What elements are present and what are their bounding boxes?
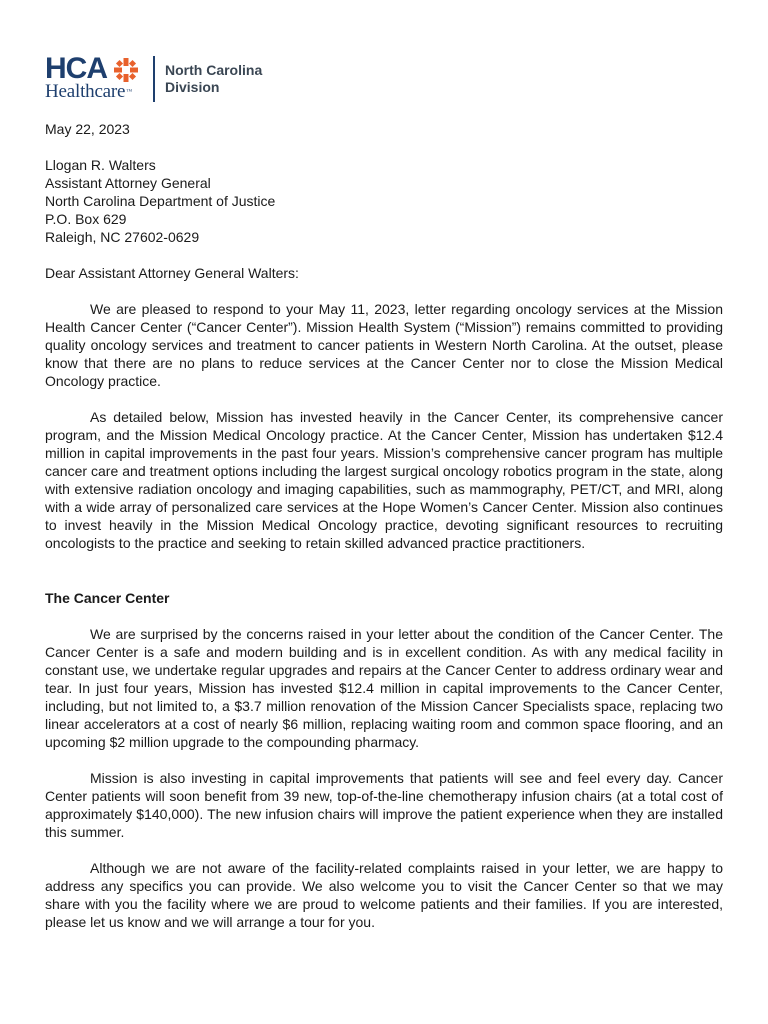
- recipient-po-box: P.O. Box 629: [45, 211, 127, 227]
- recipient-title: Assistant Attorney General: [45, 175, 211, 191]
- paragraph-3: We are surprised by the concerns raised in your letter about the condition of the Cancer Center. The Cancer Center is a safe and modern building and is in excellent condition. As with any medical facility in constant use, we undertake regular upgrades and repairs at the Cancer Center to address ordinary wear and tear. In just four years, Mission has invested $12.4 million in capital improvements to the Cancer Center, including, but not limited to, a $3.7 million renovation of the Mission Cancer Specialists space, replacing two linear accelerators at a cost of nearly $6 million, replacing waiting room and common space flooring, and an upcoming $2 million upgrade to the compounding pharmacy.: [45, 626, 723, 750]
- recipient-city-state-zip: Raleigh, NC 27602-0629: [45, 229, 200, 245]
- logo-healthcare-text: Healthcare™: [45, 81, 132, 102]
- letterhead: [45, 54, 345, 104]
- recipient-address: [45, 156, 275, 246]
- paragraph-4: Mission is also investing in capital improvements that patients will see and feel every day. Cancer Center patients will soon benefit from 39 new, top-of-the-line chemotherapy infusion chairs (at a total cost of approximately $140,000). The new infusion chairs will improve the patient experience when they are installed this summer.: [45, 770, 723, 840]
- paragraph-1: We are pleased to respond to your May 11, 2023, letter regarding oncology services at the Mission Health Cancer Center (“Cancer Center”). Mission Health System (“Mission”) remains committed to providing quality oncology services and treatment to cancer patients in Western North Carolina. At the outset, please know that there are no plans to reduce services at the Cancer Center nor to close the Mission Medical Oncology practice.: [45, 301, 723, 389]
- paragraph-2: As detailed below, Mission has invested heavily in the Cancer Center, its comprehensive cancer program, and the Mission Medical Oncology practice. At the Cancer Center, Mission has undertaken $12.4 million in capital improvements in the past four years. Mission’s comprehensive cancer program has multiple cancer care and treatment options including the largest surgical oncology robotics program in the state, along with extensive radiation oncology and imaging capabilities, such as mammography, PET/CT, and MRI, along with a wide array of personalized care services at the Hope Women’s Cancer Center. Mission also continues to invest heavily in the Mission Medical Oncology practice, devoting significant resources to recruiting oncologists to the practice and seeking to retain skilled advanced practice practitioners.: [45, 409, 723, 551]
- letter-date: May 22, 2023: [45, 121, 130, 137]
- logo-divider: [153, 56, 155, 102]
- hca-star-logo-icon: [113, 57, 139, 83]
- salutation: Dear Assistant Attorney General Walters:: [45, 265, 299, 281]
- division-label: North Carolina Division: [165, 62, 263, 95]
- recipient-organization: North Carolina Department of Justice: [45, 193, 276, 209]
- section-heading: The Cancer Center: [45, 590, 170, 606]
- paragraph-5: Although we are not aware of the facility-related complaints raised in your letter, we are happy to address any specifics you can provide. We also welcome you to visit the Cancer Center so that we may share with you the facility where we are proud to welcome patients and their families. If you are interested, please let us know and we will arrange a tour for you.: [45, 860, 723, 930]
- logo-hca-text: HCA: [45, 52, 107, 85]
- recipient-name: Llogan R. Walters: [45, 157, 156, 173]
